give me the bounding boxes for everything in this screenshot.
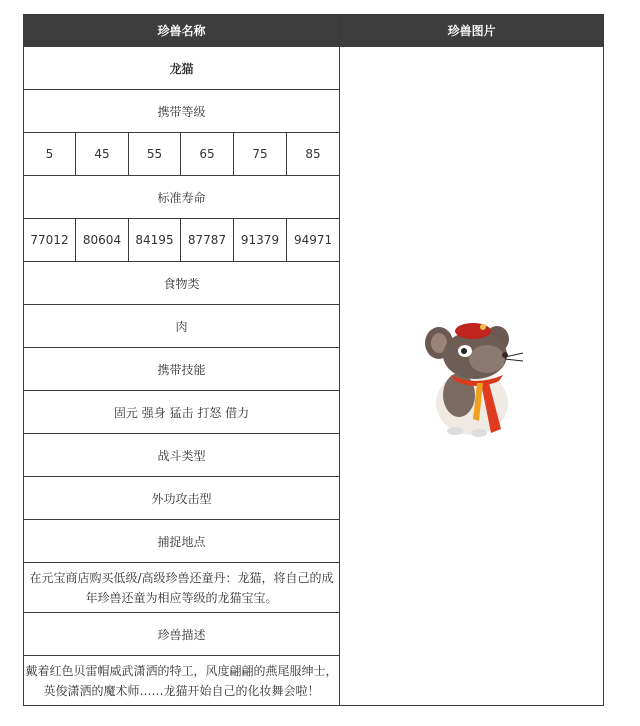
skills-value: 固元 强身 猛击 打怒 借力 [24,391,340,434]
capture-label: 捕捉地点 [24,520,340,563]
chinchilla-pet-illustration [417,311,527,441]
pet-image-cell [340,47,604,706]
carry-level-cell: 55 [129,133,181,176]
carry-level-cell: 75 [234,133,287,176]
description-label: 珍兽描述 [24,613,340,656]
pet-info-table [23,14,604,706]
food-value: 肉 [24,305,340,348]
lifespan-cell: 80604 [76,219,129,262]
lifespan-cell: 77012 [24,219,76,262]
capture-value: 在元宝商店购买低级/高级珍兽还童丹：龙猫，将自己的成年珍兽还童为相应等级的龙猫宝宝。 [24,563,340,613]
carry-level-cell: 45 [76,133,129,176]
lifespan-label: 标准寿命 [24,176,340,219]
lifespan-cell: 91379 [234,219,287,262]
description-value: 戴着红色贝雷帽威武潇洒的特工，风度翩翩的燕尾服绅士，英俊潇洒的魔术师……龙猫开始自己的化妆舞会啦！ [24,656,340,706]
header-name-column: 珍兽名称 [24,15,340,47]
pet-name: 龙猫 [24,47,340,90]
lifespan-cell: 94971 [287,219,340,262]
carry-level-cell: 65 [181,133,234,176]
carry-level-cell: 5 [24,133,76,176]
lifespan-cell: 84195 [129,219,181,262]
battle-type-value: 外功攻击型 [24,477,340,520]
battle-type-label: 战斗类型 [24,434,340,477]
pet-info-card [23,14,603,706]
carry-level-label: 携带等级 [24,90,340,133]
lifespan-cell: 87787 [181,219,234,262]
skills-label: 携带技能 [24,348,340,391]
carry-level-cell: 85 [287,133,340,176]
header-image-column: 珍兽图片 [340,15,604,47]
food-label: 食物类 [24,262,340,305]
